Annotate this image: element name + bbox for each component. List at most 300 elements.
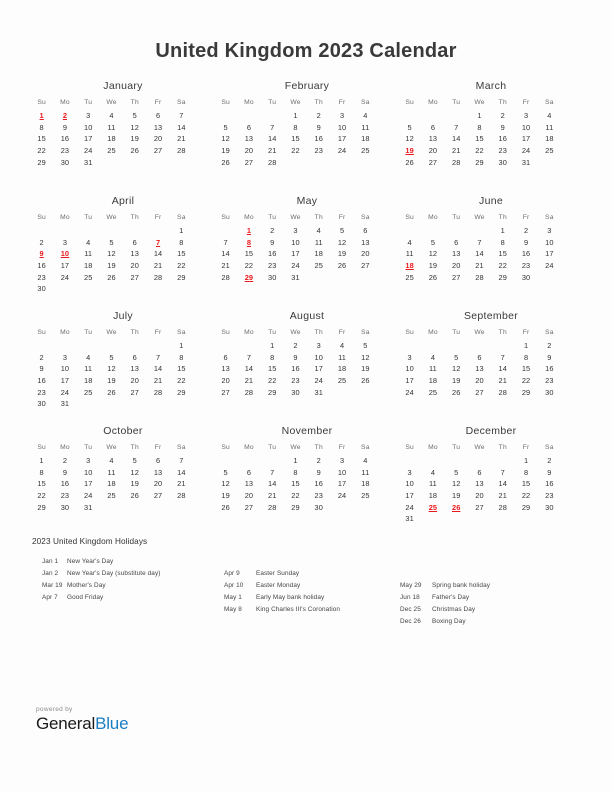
day-cell[interactable]: 17 <box>83 479 93 489</box>
day-cell[interactable]: 16 <box>37 376 46 386</box>
day-cell[interactable]: 21 <box>451 146 461 156</box>
day-cell[interactable]: 12 <box>405 134 414 144</box>
day-cell[interactable]: 19 <box>337 249 347 259</box>
day-cell-holiday[interactable]: 1 <box>246 226 252 236</box>
day-cell[interactable]: 28 <box>153 272 163 282</box>
day-cell[interactable]: 23 <box>498 146 507 156</box>
day-cell[interactable]: 6 <box>430 122 436 132</box>
day-cell[interactable]: 29 <box>267 387 277 397</box>
day-cell[interactable]: 12 <box>221 479 230 489</box>
day-cell[interactable]: 12 <box>451 364 461 374</box>
day-cell[interactable]: 8 <box>39 122 44 132</box>
day-cell[interactable]: 19 <box>130 479 139 489</box>
day-cell-holiday[interactable]: 9 <box>39 249 44 259</box>
day-cell[interactable]: 20 <box>130 261 139 271</box>
day-cell[interactable]: 30 <box>267 272 277 282</box>
day-cell[interactable]: 17 <box>60 376 70 386</box>
day-cell[interactable]: 23 <box>267 261 277 271</box>
day-cell[interactable]: 12 <box>361 352 370 362</box>
day-cell[interactable]: 27 <box>244 157 254 167</box>
day-cell[interactable]: 20 <box>130 376 139 386</box>
day-cell[interactable]: 9 <box>547 467 552 477</box>
day-cell[interactable]: 30 <box>545 502 554 512</box>
day-cell[interactable]: 11 <box>428 479 437 489</box>
day-cell[interactable]: 8 <box>39 467 44 477</box>
day-cell[interactable]: 15 <box>291 134 300 144</box>
day-cell[interactable]: 10 <box>405 479 414 489</box>
day-cell[interactable]: 10 <box>545 237 554 247</box>
day-cell[interactable]: 29 <box>291 502 300 512</box>
day-cell[interactable]: 4 <box>407 237 412 247</box>
day-cell[interactable]: 23 <box>545 376 554 386</box>
day-cell[interactable]: 8 <box>523 467 529 477</box>
day-cell[interactable]: 30 <box>498 157 507 167</box>
day-cell[interactable]: 16 <box>521 249 531 259</box>
day-cell[interactable]: 20 <box>361 249 370 259</box>
day-cell[interactable]: 24 <box>337 146 347 156</box>
day-cell[interactable]: 16 <box>267 249 277 259</box>
day-cell[interactable]: 26 <box>361 376 370 386</box>
day-cell[interactable]: 15 <box>244 249 254 259</box>
day-cell[interactable]: 8 <box>179 352 184 362</box>
day-cell[interactable]: 19 <box>451 491 461 501</box>
day-cell[interactable]: 25 <box>337 376 347 386</box>
day-cell[interactable]: 27 <box>361 261 370 271</box>
day-cell[interactable]: 15 <box>37 134 46 144</box>
day-cell[interactable]: 17 <box>291 249 300 259</box>
day-cell-holiday[interactable]: 29 <box>244 272 254 282</box>
day-cell[interactable]: 7 <box>270 467 275 477</box>
day-cell[interactable]: 16 <box>498 134 507 144</box>
day-cell-holiday[interactable]: 19 <box>405 146 414 156</box>
day-cell[interactable]: 27 <box>153 146 163 156</box>
day-cell[interactable]: 26 <box>107 387 116 397</box>
day-cell[interactable]: 8 <box>477 122 482 132</box>
day-cell[interactable]: 5 <box>109 352 114 362</box>
day-cell[interactable]: 24 <box>337 491 347 501</box>
day-cell[interactable]: 1 <box>179 341 184 351</box>
day-cell[interactable]: 12 <box>107 364 116 374</box>
day-cell[interactable]: 18 <box>83 261 93 271</box>
day-cell[interactable]: 13 <box>153 122 163 132</box>
day-cell[interactable]: 24 <box>60 387 70 397</box>
day-cell[interactable]: 6 <box>132 237 137 247</box>
day-cell[interactable]: 2 <box>39 237 44 247</box>
day-cell-holiday[interactable]: 25 <box>428 502 438 512</box>
day-cell[interactable]: 24 <box>83 146 93 156</box>
day-cell[interactable]: 9 <box>316 122 321 132</box>
day-cell[interactable]: 9 <box>62 467 68 477</box>
day-cell[interactable]: 22 <box>521 376 531 386</box>
day-cell[interactable]: 16 <box>314 134 323 144</box>
day-cell[interactable]: 23 <box>60 491 70 501</box>
day-cell[interactable]: 15 <box>37 479 46 489</box>
day-cell[interactable]: 8 <box>500 237 505 247</box>
day-cell[interactable]: 13 <box>475 364 484 374</box>
day-cell[interactable]: 13 <box>130 249 139 259</box>
day-cell[interactable]: 2 <box>39 352 44 362</box>
day-cell[interactable]: 31 <box>405 514 414 524</box>
day-cell[interactable]: 30 <box>291 387 300 397</box>
day-cell[interactable]: 14 <box>451 134 461 144</box>
day-cell[interactable]: 11 <box>107 467 116 477</box>
day-cell[interactable]: 4 <box>86 352 91 362</box>
day-cell[interactable]: 28 <box>267 157 277 167</box>
day-cell[interactable]: 7 <box>454 122 459 132</box>
day-cell[interactable]: 23 <box>314 491 323 501</box>
day-cell[interactable]: 11 <box>107 122 116 132</box>
day-cell[interactable]: 31 <box>291 272 300 282</box>
day-cell[interactable]: 14 <box>153 249 163 259</box>
day-cell[interactable]: 18 <box>428 376 438 386</box>
day-cell[interactable]: 2 <box>316 111 321 121</box>
day-cell[interactable]: 28 <box>153 387 163 397</box>
day-cell[interactable]: 25 <box>107 491 116 501</box>
day-cell[interactable]: 22 <box>498 261 507 271</box>
day-cell[interactable]: 6 <box>477 352 482 362</box>
day-cell[interactable]: 22 <box>521 491 531 501</box>
day-cell[interactable]: 3 <box>339 111 345 121</box>
day-cell[interactable]: 4 <box>363 111 368 121</box>
day-cell[interactable]: 3 <box>407 467 412 477</box>
day-cell[interactable]: 15 <box>521 364 531 374</box>
day-cell[interactable]: 16 <box>37 261 46 271</box>
day-cell[interactable]: 28 <box>177 491 186 501</box>
day-cell[interactable]: 24 <box>291 261 300 271</box>
day-cell[interactable]: 2 <box>316 456 321 466</box>
day-cell[interactable]: 9 <box>500 122 505 132</box>
day-cell[interactable]: 18 <box>83 376 93 386</box>
day-cell[interactable]: 21 <box>153 261 163 271</box>
day-cell[interactable]: 29 <box>37 502 46 512</box>
day-cell[interactable]: 4 <box>339 341 345 351</box>
day-cell[interactable]: 27 <box>130 272 139 282</box>
day-cell[interactable]: 19 <box>361 364 370 374</box>
day-cell[interactable]: 30 <box>37 399 46 409</box>
day-cell[interactable]: 13 <box>475 479 484 489</box>
day-cell[interactable]: 27 <box>244 502 254 512</box>
day-cell[interactable]: 28 <box>498 502 507 512</box>
day-cell[interactable]: 17 <box>337 134 347 144</box>
day-cell[interactable]: 10 <box>337 122 347 132</box>
day-cell[interactable]: 3 <box>523 111 529 121</box>
day-cell[interactable]: 31 <box>60 399 70 409</box>
day-cell[interactable]: 23 <box>37 387 46 397</box>
day-cell[interactable]: 14 <box>267 134 277 144</box>
day-cell[interactable]: 1 <box>179 226 184 236</box>
day-cell[interactable]: 3 <box>316 341 321 351</box>
day-cell[interactable]: 21 <box>177 479 186 489</box>
day-cell[interactable]: 7 <box>270 122 275 132</box>
day-cell[interactable]: 20 <box>475 376 484 386</box>
day-cell[interactable]: 11 <box>84 249 93 259</box>
day-cell[interactable]: 21 <box>498 491 507 501</box>
day-cell[interactable]: 10 <box>83 122 93 132</box>
day-cell[interactable]: 21 <box>221 261 230 271</box>
day-cell[interactable]: 8 <box>523 352 529 362</box>
day-cell[interactable]: 19 <box>428 261 438 271</box>
day-cell[interactable]: 8 <box>179 237 184 247</box>
day-cell[interactable]: 10 <box>405 364 414 374</box>
day-cell[interactable]: 11 <box>405 249 414 259</box>
day-cell[interactable]: 3 <box>86 456 91 466</box>
day-cell[interactable]: 19 <box>221 491 230 501</box>
day-cell[interactable]: 13 <box>428 134 438 144</box>
day-cell[interactable]: 13 <box>221 364 230 374</box>
day-cell[interactable]: 1 <box>477 111 482 121</box>
day-cell[interactable]: 29 <box>177 387 186 397</box>
day-cell[interactable]: 28 <box>267 502 277 512</box>
day-cell[interactable]: 14 <box>498 479 507 489</box>
day-cell[interactable]: 12 <box>130 122 139 132</box>
day-cell[interactable]: 16 <box>60 479 70 489</box>
day-cell[interactable]: 4 <box>547 111 552 121</box>
day-cell[interactable]: 22 <box>291 146 300 156</box>
day-cell[interactable]: 4 <box>430 467 436 477</box>
day-cell[interactable]: 22 <box>177 261 186 271</box>
day-cell[interactable]: 27 <box>475 502 484 512</box>
day-cell[interactable]: 3 <box>547 226 552 236</box>
day-cell[interactable]: 14 <box>244 364 254 374</box>
day-cell[interactable]: 18 <box>107 479 116 489</box>
day-cell[interactable]: 5 <box>454 352 459 362</box>
day-cell[interactable]: 17 <box>405 376 414 386</box>
day-cell[interactable]: 25 <box>107 146 116 156</box>
day-cell[interactable]: 5 <box>363 341 368 351</box>
day-cell[interactable]: 13 <box>451 249 461 259</box>
day-cell[interactable]: 2 <box>500 111 505 121</box>
day-cell[interactable]: 29 <box>521 502 531 512</box>
day-cell[interactable]: 18 <box>314 249 323 259</box>
day-cell[interactable]: 9 <box>316 467 321 477</box>
day-cell[interactable]: 6 <box>363 226 368 236</box>
day-cell[interactable]: 14 <box>153 364 163 374</box>
day-cell[interactable]: 4 <box>363 456 368 466</box>
day-cell[interactable]: 21 <box>177 134 186 144</box>
day-cell[interactable]: 26 <box>130 146 139 156</box>
day-cell[interactable]: 6 <box>246 122 252 132</box>
day-cell[interactable]: 26 <box>428 272 438 282</box>
day-cell[interactable]: 22 <box>37 491 46 501</box>
day-cell[interactable]: 9 <box>293 352 298 362</box>
day-cell[interactable]: 1 <box>500 226 505 236</box>
day-cell[interactable]: 19 <box>107 376 116 386</box>
day-cell[interactable]: 16 <box>545 364 554 374</box>
day-cell[interactable]: 18 <box>337 364 347 374</box>
day-cell[interactable]: 18 <box>545 134 554 144</box>
day-cell[interactable]: 7 <box>477 237 482 247</box>
day-cell[interactable]: 3 <box>407 352 412 362</box>
day-cell[interactable]: 7 <box>500 352 505 362</box>
day-cell[interactable]: 10 <box>314 352 323 362</box>
day-cell[interactable]: 4 <box>109 456 114 466</box>
day-cell[interactable]: 13 <box>361 237 370 247</box>
day-cell[interactable]: 20 <box>244 146 254 156</box>
day-cell-holiday[interactable]: 2 <box>62 111 68 121</box>
day-cell[interactable]: 15 <box>291 479 300 489</box>
day-cell[interactable]: 4 <box>316 226 321 236</box>
day-cell[interactable]: 12 <box>221 134 230 144</box>
day-cell[interactable]: 17 <box>60 261 70 271</box>
day-cell[interactable]: 14 <box>475 249 484 259</box>
day-cell[interactable]: 3 <box>62 352 68 362</box>
day-cell[interactable]: 30 <box>60 502 70 512</box>
day-cell[interactable]: 12 <box>451 479 461 489</box>
day-cell[interactable]: 30 <box>545 387 554 397</box>
day-cell[interactable]: 25 <box>361 146 370 156</box>
day-cell[interactable]: 21 <box>244 376 254 386</box>
day-cell[interactable]: 24 <box>545 261 554 271</box>
day-cell[interactable]: 31 <box>83 157 93 167</box>
day-cell[interactable]: 25 <box>405 272 414 282</box>
day-cell[interactable]: 1 <box>270 341 275 351</box>
day-cell[interactable]: 2 <box>547 341 552 351</box>
day-cell[interactable]: 21 <box>153 376 163 386</box>
day-cell-holiday[interactable]: 8 <box>246 237 252 247</box>
day-cell[interactable]: 27 <box>153 491 163 501</box>
day-cell-holiday[interactable]: 1 <box>39 111 44 121</box>
day-cell[interactable]: 31 <box>521 157 531 167</box>
day-cell[interactable]: 2 <box>293 341 298 351</box>
day-cell[interactable]: 27 <box>475 387 484 397</box>
day-cell[interactable]: 21 <box>267 491 277 501</box>
day-cell[interactable]: 12 <box>107 249 116 259</box>
day-cell[interactable]: 27 <box>428 157 438 167</box>
day-cell[interactable]: 6 <box>246 467 252 477</box>
day-cell[interactable]: 15 <box>267 364 277 374</box>
day-cell[interactable]: 22 <box>267 376 277 386</box>
day-cell[interactable]: 5 <box>109 237 114 247</box>
day-cell[interactable]: 6 <box>454 237 459 247</box>
day-cell-holiday[interactable]: 26 <box>451 502 461 512</box>
day-cell-holiday[interactable]: 18 <box>405 261 414 271</box>
day-cell[interactable]: 19 <box>107 261 116 271</box>
day-cell[interactable]: 18 <box>361 479 370 489</box>
day-cell[interactable]: 11 <box>545 122 554 132</box>
generalblue-logo[interactable] <box>36 706 128 734</box>
day-cell[interactable]: 20 <box>153 134 163 144</box>
day-cell[interactable]: 6 <box>155 456 161 466</box>
day-cell[interactable]: 3 <box>293 226 298 236</box>
day-cell[interactable]: 23 <box>545 491 554 501</box>
day-cell[interactable]: 13 <box>244 479 254 489</box>
day-cell[interactable]: 29 <box>498 272 507 282</box>
day-cell[interactable]: 24 <box>314 376 323 386</box>
day-cell[interactable]: 22 <box>291 491 300 501</box>
day-cell[interactable]: 7 <box>155 352 161 362</box>
day-cell[interactable]: 27 <box>130 387 139 397</box>
day-cell[interactable]: 28 <box>221 272 230 282</box>
day-cell[interactable]: 10 <box>337 467 347 477</box>
day-cell[interactable]: 7 <box>179 111 184 121</box>
day-cell[interactable]: 26 <box>107 272 116 282</box>
day-cell[interactable]: 5 <box>132 456 137 466</box>
day-cell[interactable]: 9 <box>270 237 275 247</box>
day-cell[interactable]: 26 <box>130 491 139 501</box>
day-cell[interactable]: 23 <box>521 261 531 271</box>
day-cell[interactable]: 20 <box>153 479 163 489</box>
day-cell[interactable]: 11 <box>84 364 93 374</box>
day-cell[interactable]: 20 <box>475 491 484 501</box>
day-cell-holiday[interactable]: 10 <box>60 249 70 259</box>
day-cell[interactable]: 28 <box>177 146 186 156</box>
day-cell[interactable]: 7 <box>246 352 252 362</box>
day-cell[interactable]: 22 <box>244 261 254 271</box>
day-cell[interactable]: 23 <box>37 272 46 282</box>
day-cell[interactable]: 26 <box>221 157 230 167</box>
day-cell[interactable]: 11 <box>338 352 346 362</box>
day-cell[interactable]: 30 <box>60 157 70 167</box>
day-cell[interactable]: 19 <box>130 134 139 144</box>
day-cell[interactable]: 6 <box>223 352 228 362</box>
day-cell[interactable]: 9 <box>62 122 68 132</box>
day-cell[interactable]: 20 <box>244 491 254 501</box>
day-cell[interactable]: 11 <box>428 364 437 374</box>
day-cell[interactable]: 3 <box>86 111 91 121</box>
day-cell[interactable]: 29 <box>475 157 484 167</box>
day-cell[interactable]: 6 <box>155 111 161 121</box>
day-cell[interactable]: 15 <box>177 249 186 259</box>
day-cell[interactable]: 5 <box>407 122 412 132</box>
day-cell[interactable]: 8 <box>293 467 298 477</box>
day-cell[interactable]: 21 <box>475 261 484 271</box>
day-cell[interactable]: 30 <box>521 272 531 282</box>
day-cell[interactable]: 10 <box>83 467 93 477</box>
day-cell[interactable]: 11 <box>361 467 370 477</box>
day-cell[interactable]: 22 <box>177 376 186 386</box>
day-cell[interactable]: 27 <box>221 387 230 397</box>
day-cell[interactable]: 7 <box>500 467 505 477</box>
day-cell[interactable]: 17 <box>337 479 347 489</box>
day-cell[interactable]: 23 <box>314 146 323 156</box>
day-cell[interactable]: 11 <box>314 237 323 247</box>
day-cell[interactable]: 19 <box>221 146 230 156</box>
day-cell[interactable]: 25 <box>314 261 323 271</box>
day-cell[interactable]: 16 <box>291 364 300 374</box>
day-cell[interactable]: 16 <box>60 134 70 144</box>
day-cell[interactable]: 22 <box>37 146 46 156</box>
day-cell[interactable]: 13 <box>244 134 254 144</box>
day-cell[interactable]: 8 <box>293 122 298 132</box>
day-cell[interactable]: 18 <box>107 134 116 144</box>
day-cell[interactable]: 16 <box>314 479 323 489</box>
day-cell[interactable]: 21 <box>498 376 507 386</box>
day-cell[interactable]: 31 <box>314 387 323 397</box>
day-cell[interactable]: 27 <box>451 272 461 282</box>
day-cell[interactable]: 2 <box>547 456 552 466</box>
day-cell[interactable]: 25 <box>83 272 93 282</box>
day-cell[interactable]: 17 <box>83 134 93 144</box>
day-cell[interactable]: 14 <box>177 467 186 477</box>
day-cell[interactable]: 28 <box>475 272 484 282</box>
day-cell[interactable]: 9 <box>547 352 552 362</box>
day-cell[interactable]: 17 <box>545 249 554 259</box>
day-cell[interactable]: 12 <box>337 237 347 247</box>
day-cell[interactable]: 5 <box>339 226 345 236</box>
day-cell[interactable]: 12 <box>130 467 139 477</box>
day-cell[interactable]: 14 <box>498 364 507 374</box>
day-cell[interactable]: 25 <box>83 387 93 397</box>
day-cell[interactable]: 20 <box>221 376 230 386</box>
day-cell[interactable]: 7 <box>223 237 228 247</box>
day-cell[interactable]: 23 <box>60 146 70 156</box>
day-cell-holiday[interactable]: 7 <box>155 237 161 247</box>
day-cell[interactable]: 21 <box>267 146 277 156</box>
day-cell[interactable]: 2 <box>62 456 68 466</box>
day-cell[interactable]: 3 <box>62 237 68 247</box>
day-cell[interactable]: 30 <box>314 502 323 512</box>
day-cell[interactable]: 25 <box>545 146 554 156</box>
